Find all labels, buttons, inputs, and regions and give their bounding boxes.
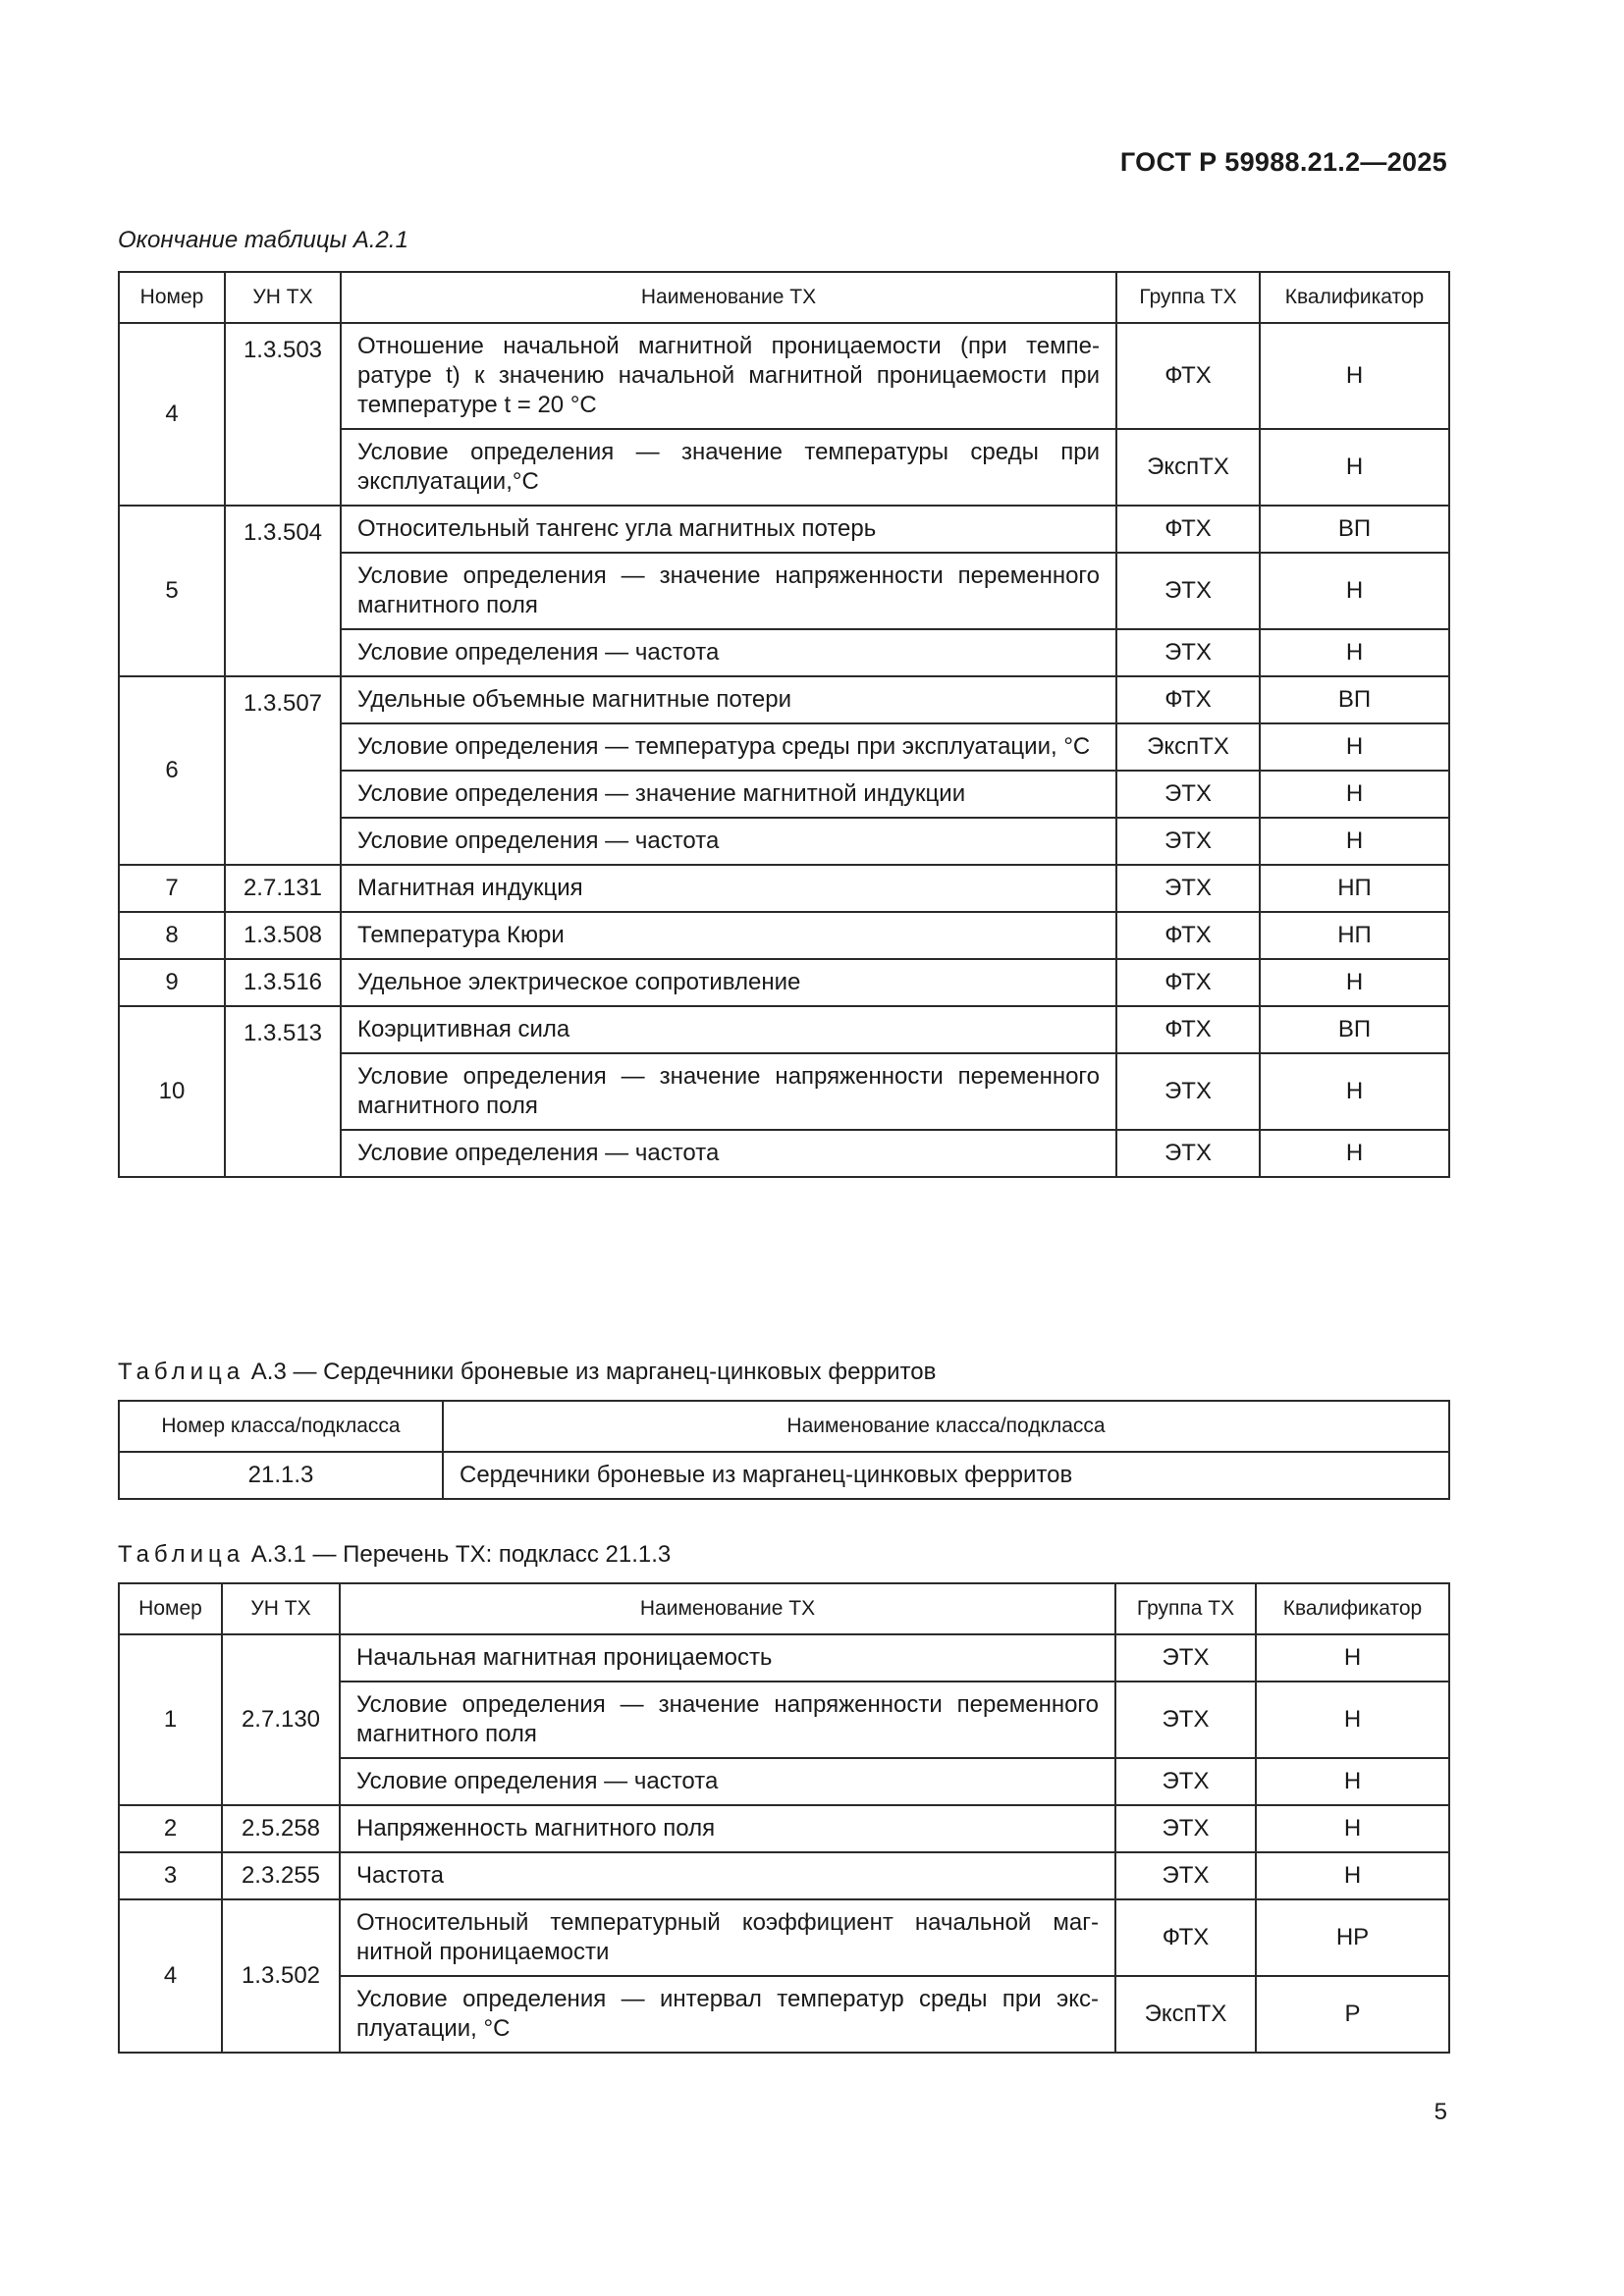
column-header-code: УН ТХ [225, 272, 341, 323]
table-row [119, 323, 1449, 429]
group-cell: ЭТХ [1116, 1130, 1260, 1177]
group-cell: ЭТХ [1115, 1634, 1256, 1682]
characteristic-name-cell: Условие определения — температура среды при эксплуатации, °С [341, 723, 1116, 771]
qualifier-cell: Р [1256, 1976, 1449, 2053]
group-cell: ФТХ [1116, 1006, 1260, 1053]
group-cell: ЭТХ [1116, 629, 1260, 676]
qualifier-cell: ВП [1260, 676, 1449, 723]
qualifier-cell: НР [1256, 1899, 1449, 1976]
table-a31-caption: Таблица А.3.1 — Перечень ТХ: подкласс 21.1.3 [118, 1541, 672, 1568]
code-cell: 1.3.513 [225, 1006, 341, 1177]
qualifier-cell: Н [1256, 1682, 1449, 1758]
qualifier-cell: Н [1260, 1053, 1449, 1130]
characteristic-name-cell: Условие определения — значение напряженности переменного магнитного поля [341, 1053, 1116, 1130]
qualifier-cell: Н [1260, 1130, 1449, 1177]
qualifier-cell: Н [1256, 1805, 1449, 1852]
table-row [119, 865, 1449, 912]
table-a3 [118, 1400, 1450, 1500]
qualifier-cell: НП [1260, 912, 1449, 959]
row-number-cell: 2 [119, 1805, 222, 1852]
row-number-cell: 4 [119, 1899, 222, 2053]
column-header-qualifier: Квалификатор [1260, 272, 1449, 323]
table-row [119, 1852, 1449, 1899]
characteristic-name-cell: Напряженность магнитного поля [340, 1805, 1115, 1852]
table-header-row [119, 1583, 1449, 1634]
code-cell: 1.3.502 [222, 1899, 340, 2053]
row-number-cell: 7 [119, 865, 225, 912]
group-cell: ФТХ [1116, 323, 1260, 429]
table-row [119, 1452, 1449, 1499]
group-cell: ФТХ [1116, 912, 1260, 959]
class-name-cell: Сердечники броневые из марганец-цинковых ферритов [443, 1452, 1449, 1499]
group-cell: ЭТХ [1115, 1852, 1256, 1899]
group-cell: ЭТХ [1115, 1682, 1256, 1758]
qualifier-cell: Н [1260, 553, 1449, 629]
characteristic-name-cell: Условие определения — частота [341, 629, 1116, 676]
column-header-name: Наименование ТХ [340, 1583, 1115, 1634]
table-header-row [119, 272, 1449, 323]
characteristic-name-cell: Удельное электрическое сопротивление [341, 959, 1116, 1006]
code-cell: 2.7.130 [222, 1634, 340, 1805]
group-cell: ЭТХ [1115, 1758, 1256, 1805]
table-row [119, 912, 1449, 959]
characteristic-name-cell: Отношение начальной магнитной проницаемости (при температуре t) к значению начальной магнитной проницаемости при температуре t = 20 °С [341, 323, 1116, 429]
row-number-cell: 4 [119, 323, 225, 506]
table-row [119, 1634, 1449, 1682]
table-row [119, 1899, 1449, 1976]
characteristic-name-cell: Условие определения — интервал температур среды при эксплуатации, °С [340, 1976, 1115, 2053]
column-header-code: УН ТХ [222, 1583, 340, 1634]
table-a31 [118, 1582, 1450, 2054]
qualifier-cell: Н [1260, 629, 1449, 676]
characteristic-name-cell: Начальная магнитная проницаемость [340, 1634, 1115, 1682]
table-a21-caption: Окончание таблицы А.2.1 [118, 227, 408, 253]
characteristic-name-cell: Относительный температурный коэффициент начальной магнитной проницаемости [340, 1899, 1115, 1976]
table-row [119, 676, 1449, 723]
row-number-cell: 3 [119, 1852, 222, 1899]
row-number-cell: 9 [119, 959, 225, 1006]
characteristic-name-cell: Относительный тангенс угла магнитных потерь [341, 506, 1116, 553]
row-number-cell: 8 [119, 912, 225, 959]
group-cell: ФТХ [1115, 1899, 1256, 1976]
code-cell: 1.3.504 [225, 506, 341, 676]
table-row [119, 506, 1449, 553]
qualifier-cell: Н [1256, 1758, 1449, 1805]
characteristic-name-cell: Магнитная индукция [341, 865, 1116, 912]
group-cell: ФТХ [1116, 506, 1260, 553]
table-a21-end [118, 271, 1450, 1178]
column-header-group: Группа ТХ [1115, 1583, 1256, 1634]
row-number-cell: 10 [119, 1006, 225, 1177]
row-number-cell: 1 [119, 1634, 222, 1805]
column-header-group: Группа ТХ [1116, 272, 1260, 323]
qualifier-cell: ВП [1260, 1006, 1449, 1053]
row-number-cell: 5 [119, 506, 225, 676]
characteristic-name-cell: Условие определения — значение магнитной индукции [341, 771, 1116, 818]
characteristic-name-cell: Удельные объемные магнитные потери [341, 676, 1116, 723]
column-header-class-number: Номер класса/подкласса [119, 1401, 443, 1452]
qualifier-cell: НП [1260, 865, 1449, 912]
characteristic-name-cell: Условие определения — частота [341, 1130, 1116, 1177]
characteristic-name-cell: Температура Кюри [341, 912, 1116, 959]
qualifier-cell: ВП [1260, 506, 1449, 553]
qualifier-cell: Н [1260, 959, 1449, 1006]
table-header-row [119, 1401, 1449, 1452]
table-row [119, 1006, 1449, 1053]
code-cell: 2.3.255 [222, 1852, 340, 1899]
qualifier-cell: Н [1260, 723, 1449, 771]
code-cell: 1.3.503 [225, 323, 341, 506]
group-cell: ЭТХ [1116, 553, 1260, 629]
group-cell: ЭТХ [1115, 1805, 1256, 1852]
group-cell: ЭТХ [1116, 1053, 1260, 1130]
characteristic-name-cell: Условие определения — частота [340, 1758, 1115, 1805]
group-cell: ЭТХ [1116, 771, 1260, 818]
column-header-number: Номер [119, 1583, 222, 1634]
row-number-cell: 6 [119, 676, 225, 865]
characteristic-name-cell: Условие определения — значение температуры среды при эксплуатации,°С [341, 429, 1116, 506]
table-row [119, 959, 1449, 1006]
characteristic-name-cell: Условие определения — частота [341, 818, 1116, 865]
group-cell: ФТХ [1116, 676, 1260, 723]
group-cell: ЭТХ [1116, 865, 1260, 912]
page-number: 5 [1434, 2099, 1447, 2125]
group-cell: ЭкспТХ [1115, 1976, 1256, 2053]
code-cell: 1.3.508 [225, 912, 341, 959]
qualifier-cell: Н [1260, 771, 1449, 818]
column-header-name: Наименование ТХ [341, 272, 1116, 323]
qualifier-cell: Н [1256, 1634, 1449, 1682]
table-a3-caption: Таблица А.3 — Сердечники броневые из марганец-цинковых ферритов [118, 1359, 937, 1385]
column-header-class-name: Наименование класса/подкласса [443, 1401, 1449, 1452]
qualifier-cell: Н [1260, 429, 1449, 506]
characteristic-name-cell: Условие определения — значение напряженности переменного магнитного поля [341, 553, 1116, 629]
characteristic-name-cell: Условие определения — значение напряженности переменного магнитного поля [340, 1682, 1115, 1758]
column-header-qualifier: Квалификатор [1256, 1583, 1449, 1634]
column-header-number: Номер [119, 272, 225, 323]
group-cell: ЭкспТХ [1116, 723, 1260, 771]
code-cell: 1.3.516 [225, 959, 341, 1006]
qualifier-cell: Н [1256, 1852, 1449, 1899]
qualifier-cell: Н [1260, 818, 1449, 865]
code-cell: 2.7.131 [225, 865, 341, 912]
class-number-cell: 21.1.3 [119, 1452, 443, 1499]
group-cell: ЭкспТХ [1116, 429, 1260, 506]
qualifier-cell: Н [1260, 323, 1449, 429]
table-row [119, 1805, 1449, 1852]
document-code: ГОСТ Р 59988.21.2—2025 [1119, 147, 1447, 177]
code-cell: 1.3.507 [225, 676, 341, 865]
code-cell: 2.5.258 [222, 1805, 340, 1852]
characteristic-name-cell: Коэрцитивная сила [341, 1006, 1116, 1053]
group-cell: ЭТХ [1116, 818, 1260, 865]
group-cell: ФТХ [1116, 959, 1260, 1006]
characteristic-name-cell: Частота [340, 1852, 1115, 1899]
